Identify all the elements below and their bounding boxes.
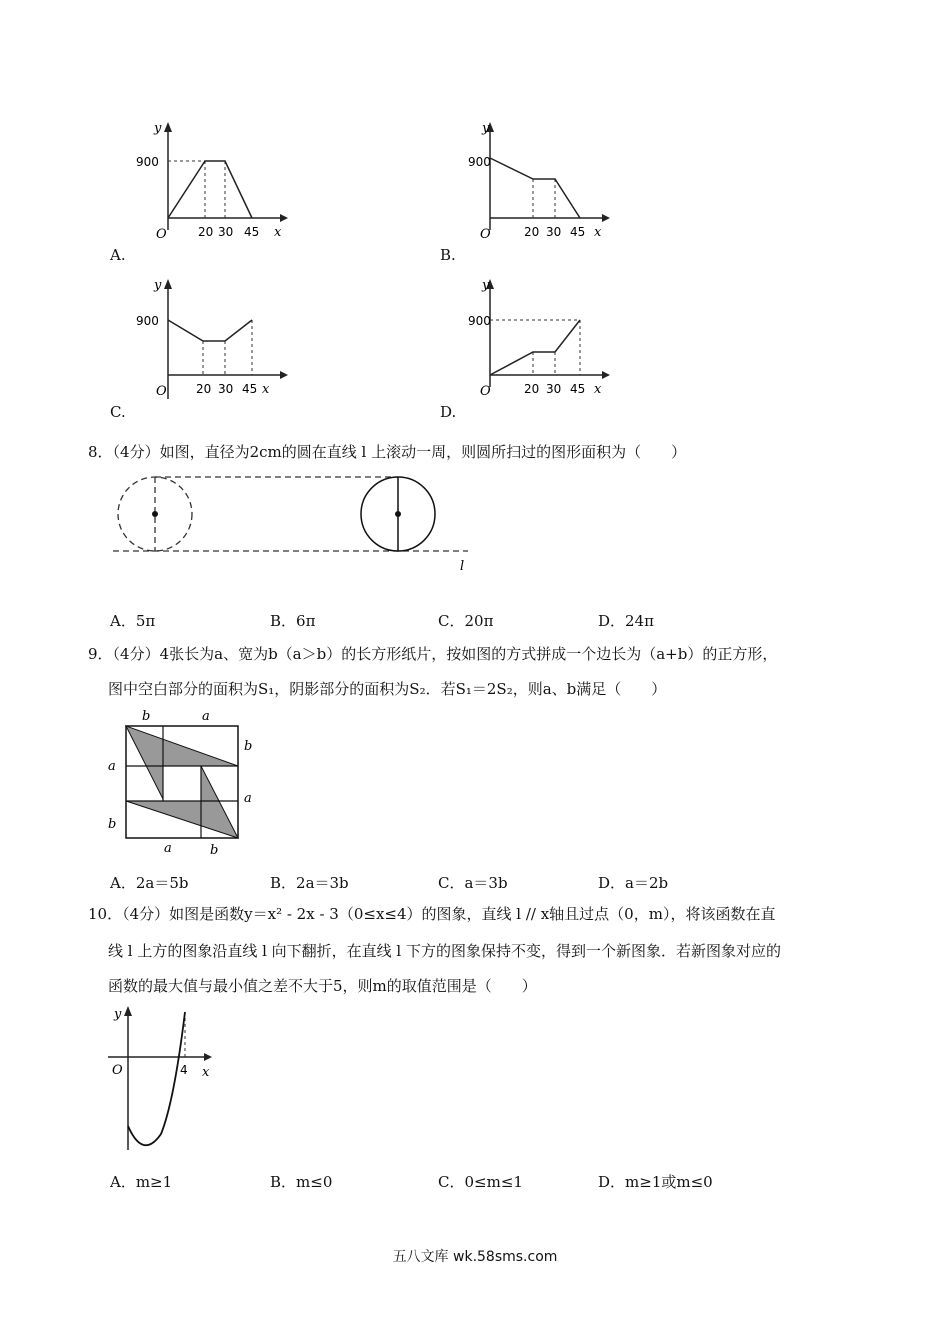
q10-xlabel: x — [202, 1065, 210, 1080]
q8-rolling-circle-figure — [108, 472, 478, 582]
q7a-xlabel: x — [274, 225, 282, 240]
q10-question-line2: 线 l 上方的图象沿直线 l 向下翻折，在直线 l 下方的图象保持不变，得到一个新图象．若新图象对应的 — [108, 942, 782, 960]
q9-question-line2: 图中空白部分的面积为S₁，阴影部分的面积为S₂．若S₁＝2S₂，则a、b满足（ ） — [108, 680, 667, 698]
q9-label-top-b: b — [142, 709, 151, 724]
q8-option-b: B．6π — [270, 612, 316, 630]
q10-question-line1: 10．（4分）如图是函数y＝x² - 2x - 3（0≤x≤4）的图象，直线 l // x轴且过点（0，m），将该函数在直 — [88, 905, 776, 923]
q7-option-d-letter: D. — [440, 403, 457, 421]
q10-origin: O — [112, 1063, 123, 1078]
q8-option-d: D．24π — [598, 612, 654, 630]
q7b-xlabel: x — [594, 225, 602, 240]
q10-option-c: C．0≤m≤1 — [438, 1173, 523, 1191]
q7a-ylabel: y — [154, 121, 162, 136]
q8-question-text: 8．（4分）如图，直径为2cm的圆在直线 l 上滚动一周，则圆所扫过的图形面积为（ ） — [88, 443, 687, 461]
q9-option-a: A．2a＝5b — [110, 874, 189, 892]
q9-question-line1: 9．（4分）4张长为a、宽为b（a＞b）的长方形纸片，按如图的方式拼成一个边长为（a+b）的正方形， — [88, 645, 778, 663]
q7-option-b-letter: B. — [440, 246, 456, 264]
q10-ylabel: y — [114, 1007, 122, 1022]
q7b-ylabel: y — [482, 121, 490, 136]
q7d-xtick-30: 30 — [546, 382, 562, 396]
q9-label-bottom-a: a — [164, 841, 172, 856]
q7c-xtick-20: 20 — [196, 382, 212, 396]
q7b-origin: O — [480, 227, 491, 242]
q10-parabola-graph — [106, 1002, 226, 1152]
q10-option-d: D．m≥1或m≤0 — [598, 1173, 713, 1191]
q7c-ylabel: y — [154, 278, 162, 293]
q7d-ylabel: y — [482, 278, 490, 293]
q9-label-bottom-b: b — [210, 843, 219, 858]
q9-label-right-b: b — [244, 739, 253, 754]
q7a-xtick-45: 45 — [244, 225, 260, 239]
q7b-ytick: 900 — [468, 155, 491, 169]
q7c-ytick: 900 — [136, 314, 159, 328]
q7d-xtick-45: 45 — [570, 382, 586, 396]
q9-label-top-a: a — [202, 709, 210, 724]
q9-option-b: B．2a＝3b — [270, 874, 349, 892]
q7-graph-d — [458, 275, 618, 405]
q10-question-line3: 函数的最大值与最小值之差不大于5，则m的取值范围是（ ） — [108, 977, 537, 995]
q9-option-d: D．a＝2b — [598, 874, 669, 892]
q7b-xtick-30: 30 — [546, 225, 562, 239]
q7c-origin: O — [156, 384, 167, 399]
q7d-ytick: 900 — [468, 314, 491, 328]
q10-xtick-4: 4 — [180, 1063, 188, 1077]
q8-option-c: C．20π — [438, 612, 494, 630]
q7c-xlabel: x — [262, 382, 270, 397]
q7-graph-c — [128, 275, 288, 405]
q7-option-c-letter: C. — [110, 403, 126, 421]
q9-label-left-b: b — [108, 817, 117, 832]
q7-graph-a — [128, 118, 288, 248]
q7d-xlabel: x — [594, 382, 602, 397]
q7a-xtick-20: 20 — [198, 225, 214, 239]
q9-option-c: C．a＝3b — [438, 874, 508, 892]
q7a-ytick: 900 — [136, 155, 159, 169]
q7-option-a-letter: A. — [110, 246, 126, 264]
q10-option-a: A．m≥1 — [110, 1173, 173, 1191]
q8-option-a: A．5π — [110, 612, 156, 630]
q7c-xtick-30: 30 — [218, 382, 234, 396]
q8-line-label: l — [460, 559, 465, 574]
q9-square-figure — [100, 704, 260, 860]
q7c-xtick-45: 45 — [242, 382, 258, 396]
q9-label-right-a: a — [244, 791, 252, 806]
q7b-xtick-45: 45 — [570, 225, 586, 239]
q7-graph-b — [458, 118, 618, 248]
q7d-origin: O — [480, 384, 491, 399]
q9-label-left-a: a — [108, 759, 116, 774]
q7a-xtick-30: 30 — [218, 225, 234, 239]
q7b-xtick-20: 20 — [524, 225, 540, 239]
q10-option-b: B．m≤0 — [270, 1173, 333, 1191]
q7d-xtick-20: 20 — [524, 382, 540, 396]
footer-watermark: 五八文库 wk.58sms.com — [392, 1249, 558, 1265]
q7a-origin: O — [156, 227, 167, 242]
